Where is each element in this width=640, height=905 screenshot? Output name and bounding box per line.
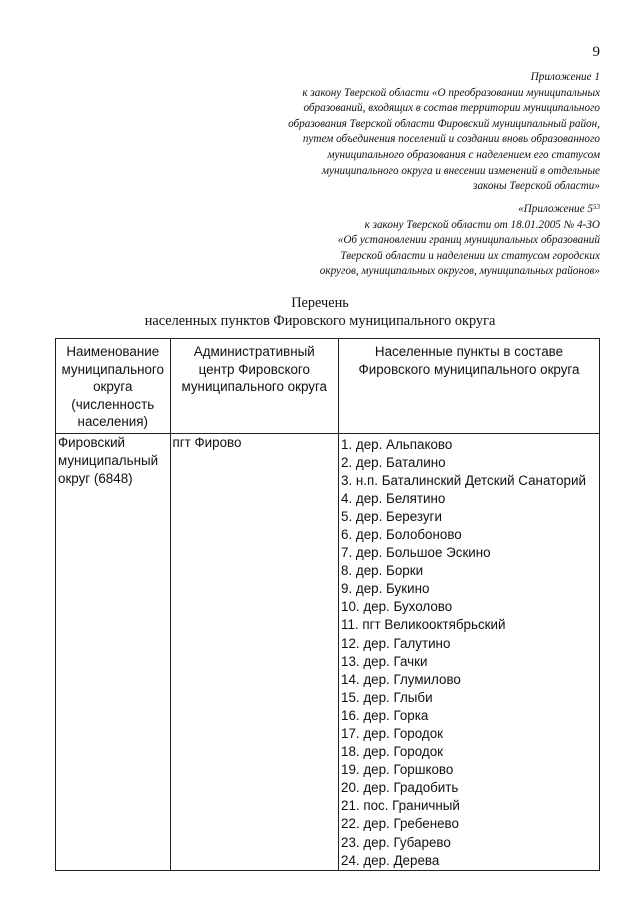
header-district: Наименование муниципального округа (численность населения) — [56, 339, 171, 434]
appendix-1-line: законы Тверской области» — [473, 180, 600, 193]
page-number: 9 — [592, 44, 600, 60]
appendix-1-line: к закону Тверской области «О преобразовании муниципальных — [302, 86, 600, 99]
document-title-line-2: населенных пунктов Фировского муниципального округа — [144, 313, 496, 329]
cell-admin-center: пгт Фирово — [170, 433, 339, 870]
list-item: 13. дер. Гачки — [341, 653, 428, 669]
document-title-line-1: Перечень — [291, 295, 349, 311]
list-item: 22. дер. Гребенево — [341, 816, 459, 832]
list-item: 5. дер. Березуги — [341, 508, 442, 524]
list-item: 14. дер. Глумилово — [341, 671, 461, 687]
document-title — [0, 294, 640, 330]
list-item: 9. дер. Букино — [341, 581, 430, 597]
table-row — [56, 433, 600, 870]
appendix-1-line: муниципального округа и внесении изменений в отдельные — [321, 164, 600, 177]
appendix-1-line: образований, входящих в состав территории муниципального — [303, 102, 600, 115]
list-item: 4. дер. Белятино — [341, 490, 446, 506]
list-item: 10. дер. Бухолово — [341, 599, 453, 615]
list-item: 3. н.п. Баталинский Детский Санаторий — [341, 472, 586, 488]
appendix-2-line: «Об установлении границ муниципальных образований — [337, 234, 600, 247]
header-settlements: Населенные пункты в составе Фировского муниципального округа — [339, 339, 600, 434]
list-item: 12. дер. Галутино — [341, 635, 451, 651]
appendix-2-line: к закону Тверской области от 18.01.2005 № 4-ЗО — [364, 218, 600, 231]
appendix-2-title-sup: 53 — [593, 203, 600, 211]
appendix-1-line: образования Тверской области Фировский муниципальный район, — [288, 117, 600, 130]
cell-settlements — [339, 433, 600, 870]
list-item: 2. дер. Баталино — [341, 454, 446, 470]
appendix-2-title-text: «Приложение 5 — [518, 203, 593, 215]
appendix-2-line: округов, муниципальных округов, муниципальных районов» — [319, 265, 600, 278]
list-item: 11. пгт Великооктябрьский — [341, 617, 506, 633]
appendix-1-line: муниципального образования с наделением его статусом — [327, 148, 600, 161]
list-item: 17. дер. Городок — [341, 726, 444, 741]
list-item: 18. дер. Городок — [341, 744, 444, 760]
appendix-2-line: Тверской области и наделении их статусом городских — [340, 249, 600, 262]
list-item: 19. дер. Горшково — [341, 762, 454, 778]
appendix-1-line: Приложение 1 — [530, 71, 600, 83]
list-item: 1. дер. Альпаково — [341, 436, 453, 452]
list-item: 24. дер. Дерева — [341, 852, 440, 868]
list-item: 6. дер. Болобоново — [341, 526, 462, 542]
header-admin-center: Административный центр Фировского муниципального округа — [170, 339, 339, 434]
list-item: 21. пос. Граничный — [341, 798, 460, 814]
settlements-table — [55, 338, 600, 871]
list-item: 23. дер. Губарево — [341, 834, 451, 850]
list-item: 20. дер. Градобить — [341, 780, 459, 796]
settlement-list — [341, 434, 597, 870]
cell-district: Фировский муниципальный округ (6848) — [56, 433, 171, 870]
list-item: 15. дер. Глыби — [341, 689, 433, 705]
appendix-1-header — [180, 70, 600, 195]
list-item: 8. дер. Борки — [341, 563, 424, 579]
appendix-2-title — [180, 202, 600, 218]
appendix-1-line: путем объединения поселений и создании вновь образованного — [302, 133, 600, 146]
appendix-2-header — [180, 202, 600, 280]
list-item: 16. дер. Горка — [341, 707, 429, 723]
table-header-row — [56, 339, 600, 434]
list-item: 7. дер. Большое Эскино — [341, 545, 491, 561]
